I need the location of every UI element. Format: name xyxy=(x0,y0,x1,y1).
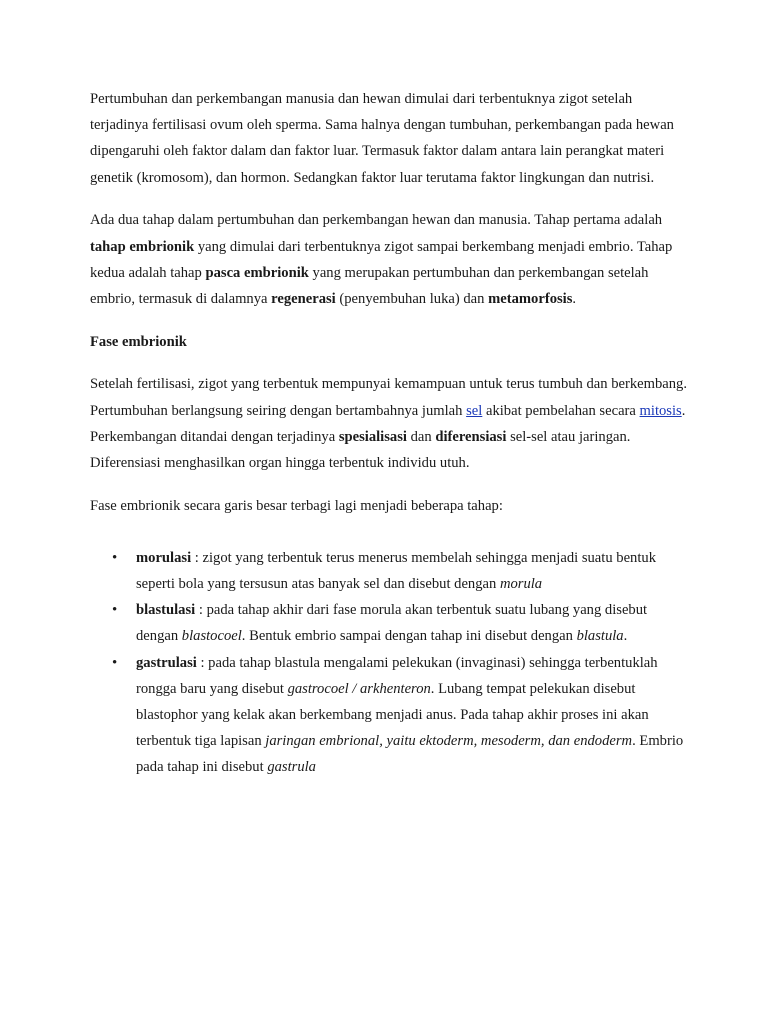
text-run: : pada tahap blastula mengalami pelekukan (invaginasi) sehingga terbentuklah rongga baru yang disebut xyxy=(136,654,658,697)
section-heading: Fase embrionik xyxy=(90,333,187,350)
text-run: . xyxy=(572,290,577,307)
stages-list xyxy=(90,545,690,781)
term-diferensiasi: diferensiasi xyxy=(435,428,507,445)
text-run: yang merupakan pertumbuhan dan perkembangan setelah embrio, termasuk di dalamnya xyxy=(90,264,649,307)
text-run: sel-sel atau jaringan. Diferensiasi menghasilkan organ hingga terbentuk individu utuh. xyxy=(90,428,631,471)
term-spesialisasi: spesialisasi xyxy=(338,428,407,445)
text-run: Setelah fertilisasi, zigot yang terbentuk mempunyai kemampuan untuk terus tumbuh dan berkembang. Pertumbuhan berlangsung seiring dengan bertambahnya jumlah xyxy=(90,376,687,419)
bullet-icon: • xyxy=(112,549,118,566)
bullet-icon: • xyxy=(112,602,118,619)
term-gastrulasi: gastrulasi xyxy=(136,654,197,671)
text-run: akibat pembelahan secara xyxy=(482,402,640,419)
list-item-gastrulasi xyxy=(90,650,690,781)
intro-paragraph: Pertumbuhan dan perkembangan manusia dan hewan dimulai dari terbentuknya zigot setelah terjadinya fertilisasi ovum oleh sperma. Sama halnya dengan tumbuhan, perkembangan pada hewan dipengaruhi oleh faktor dalam dan faktor luar. Termasuk faktor dalam antara lain perangkat materi genetik (kromosom), dan hormon. Sedangkan faktor luar terutama faktor lingkungan dan nutrisi. xyxy=(90,91,674,186)
list-item-blastulasi xyxy=(90,597,690,649)
text-run: : pada tahap akhir dari fase morula akan terbentuk suatu lubang yang disebut dengan xyxy=(136,602,648,645)
bullet-icon: • xyxy=(112,654,118,671)
term-blastocoel: blastocoel xyxy=(181,628,242,645)
text-run: . Embrio pada tahap ini disebut xyxy=(136,733,684,776)
text-run: . Bentuk embrio sampai dengan tahap ini disebut dengan xyxy=(241,628,577,645)
term-metamorfosis: metamorfosis xyxy=(488,290,573,307)
stages-intro-paragraph: Fase embrionik secara garis besar terbagi lagi menjadi beberapa tahap: xyxy=(90,497,503,514)
link-mitosis[interactable]: mitosis xyxy=(639,402,682,419)
term-morulasi: morulasi xyxy=(136,549,192,566)
text-run: . Lubang tempat pelekukan disebut blastophor yang kelak akan berkembang menjadi anus. Pada tahap akhir proses ini akan terbentuk tiga lapisan xyxy=(136,680,649,750)
term-pasca-embrionik: pasca embrionik xyxy=(205,264,309,281)
term-morula: morula xyxy=(499,576,543,593)
stages-overview-paragraph xyxy=(90,207,690,312)
term-gastrocoel: gastrocoel / arkhenteron xyxy=(287,680,431,697)
text-run: . Perkembangan ditandai dengan terjadinya xyxy=(90,402,686,445)
text-run: : zigot yang terbentuk terus menerus membelah sehingga menjadi suatu bentuk seperti bola yang tersusun atas banyak sel dan disebut dengan xyxy=(136,549,656,593)
text-run: Ada dua tahap dalam pertumbuhan dan perkembangan hewan dan manusia. Tahap pertama adalah xyxy=(90,212,663,229)
embryonic-paragraph xyxy=(90,371,690,476)
text-run: (penyembuhan luka) dan xyxy=(335,290,489,307)
text-run: . xyxy=(623,628,628,645)
text-run: yang dimulai dari terbentuknya zigot sampai berkembang menjadi embrio. Tahap kedua adalah tahap xyxy=(90,238,673,281)
list-item-morulasi xyxy=(90,545,690,597)
term-blastulasi: blastulasi xyxy=(136,602,196,619)
term-gastrula: gastrula xyxy=(267,759,316,776)
term-regenerasi: regenerasi xyxy=(271,290,336,307)
document-page xyxy=(90,86,690,781)
text-run: dan xyxy=(406,428,436,445)
term-germ-layers: jaringan embrional, yaitu ektoderm, mesoderm, dan endoderm xyxy=(265,733,633,750)
term-blastula: blastula xyxy=(576,628,624,645)
link-sel[interactable]: sel xyxy=(466,402,483,419)
term-tahap-embrionik: tahap embrionik xyxy=(90,238,195,255)
